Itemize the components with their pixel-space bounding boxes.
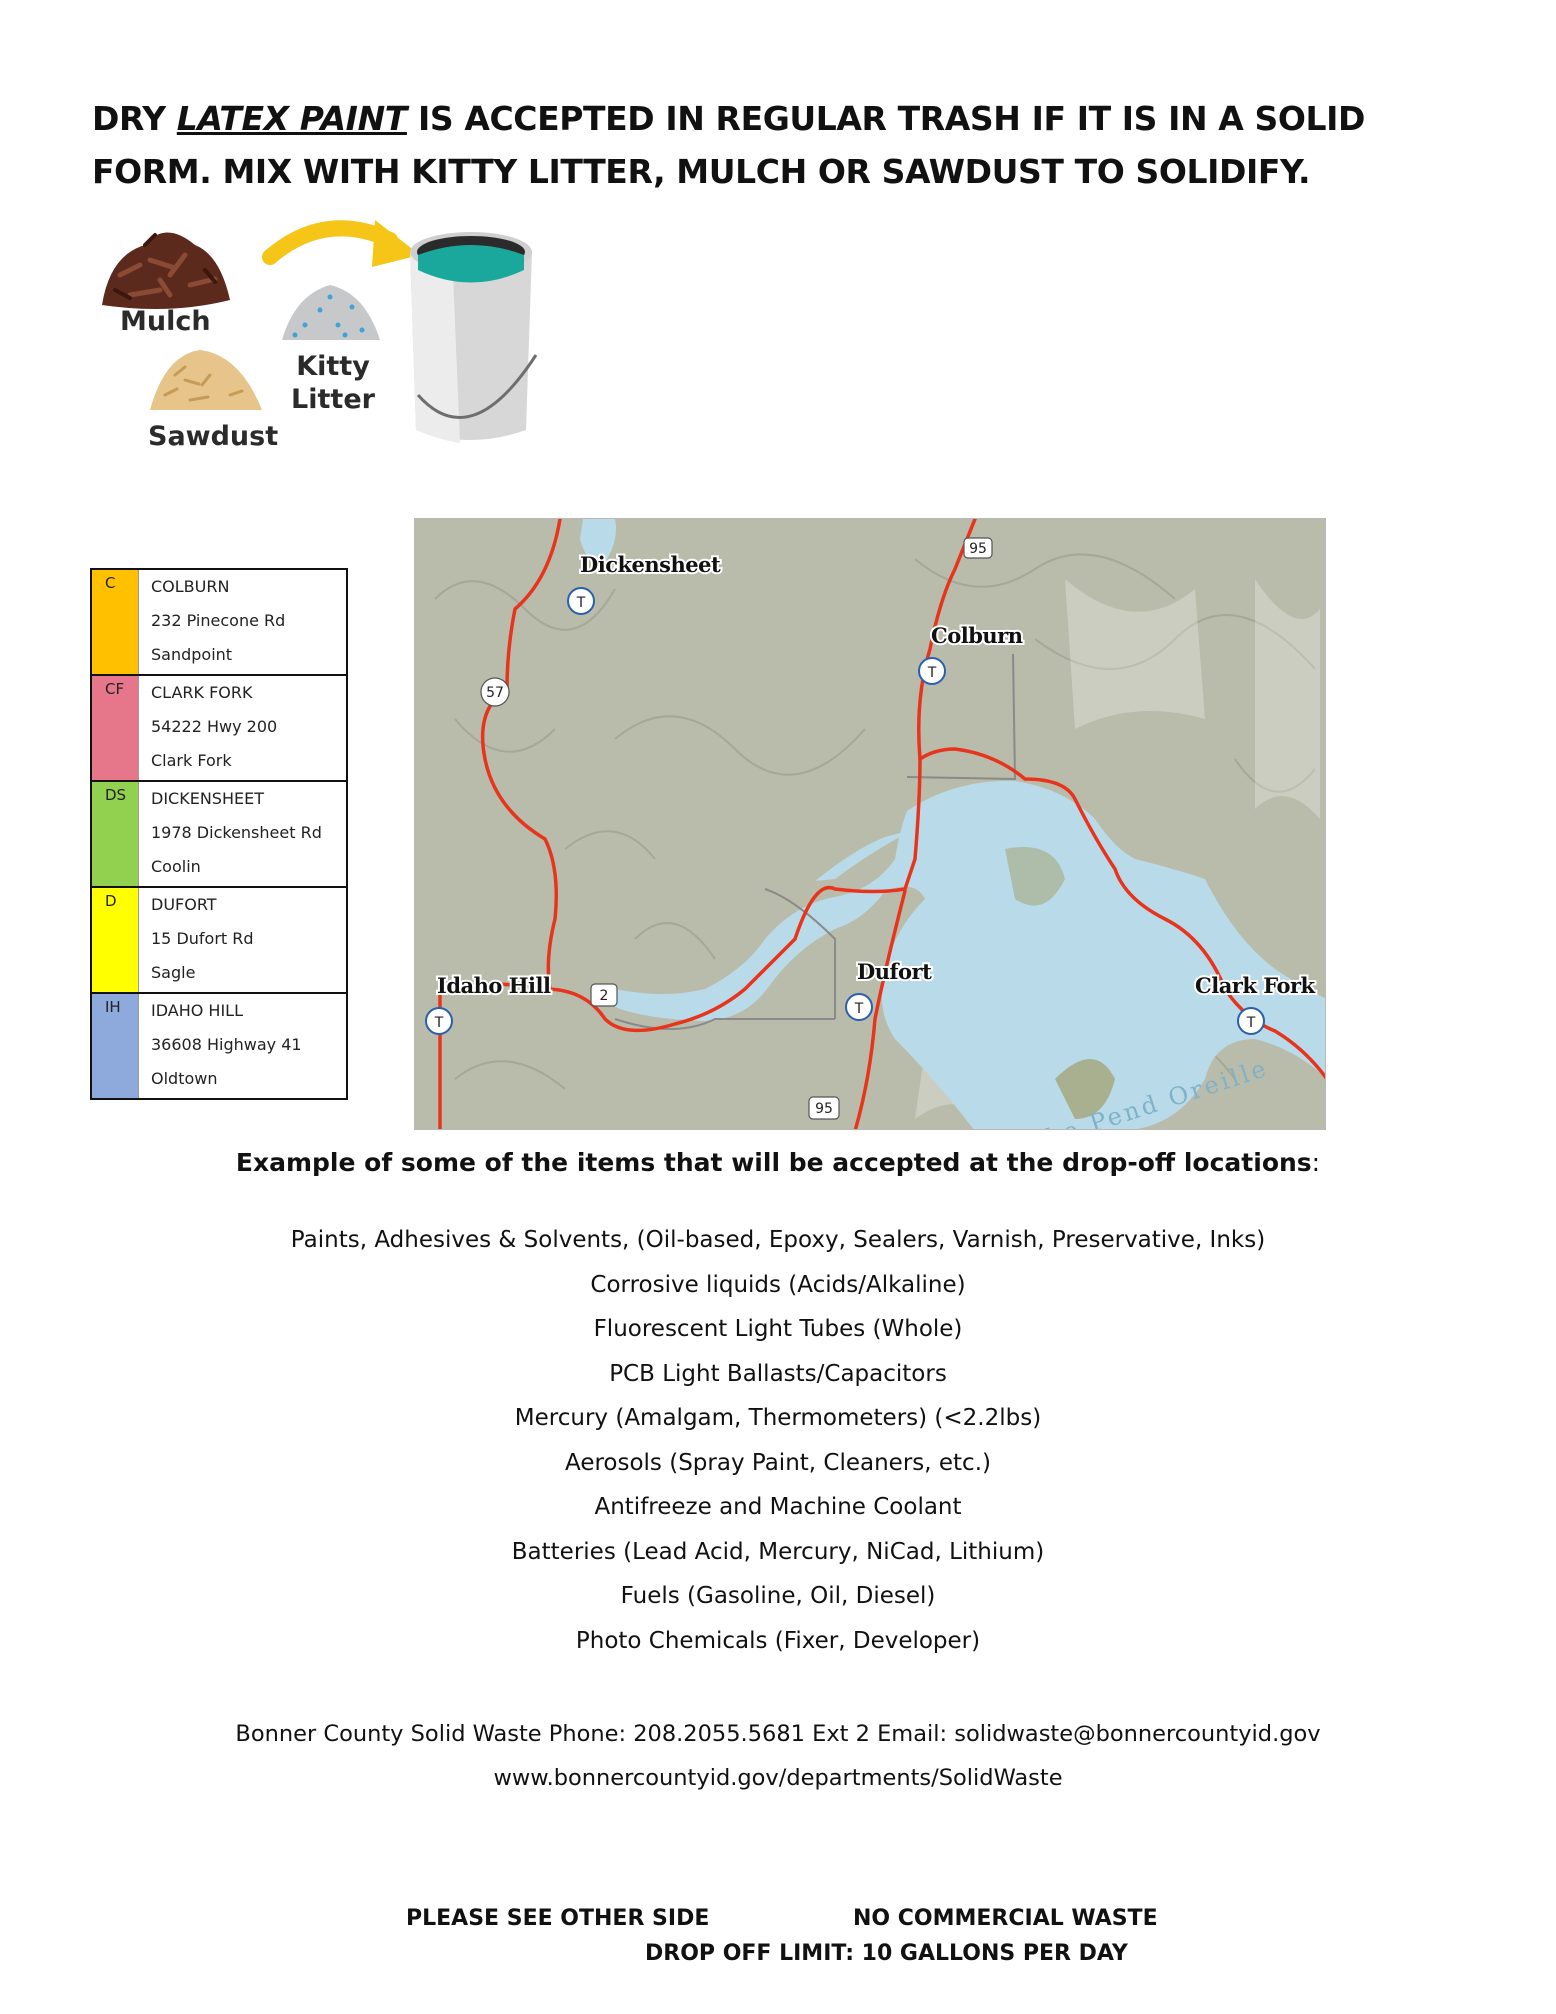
list-item: Batteries (Lead Acid, Mercury, NiCad, Lithium) xyxy=(511,1538,1045,1565)
site-legend-table xyxy=(90,568,348,1100)
legend-site-address: 232 Pinecone Rd xyxy=(151,611,286,630)
highway-shield-us95-bottom xyxy=(809,1097,839,1119)
site-label-colburn: Colburn xyxy=(931,623,1023,648)
headline xyxy=(92,92,1492,198)
legend-site-address: 15 Dufort Rd xyxy=(151,929,254,948)
legend-site-city: Sandpoint xyxy=(151,645,233,664)
legend-info xyxy=(138,888,346,992)
list-item: Photo Chemicals (Fixer, Developer) xyxy=(575,1627,981,1654)
footer-see-other-side: PLEASE SEE OTHER SIDE xyxy=(406,1906,710,1931)
marker-letter: T xyxy=(1246,1015,1256,1031)
legend-site-address: 36608 Highway 41 xyxy=(151,1035,302,1054)
shield-label: 95 xyxy=(969,541,987,557)
site-label-idaho-hill: Idaho Hill xyxy=(437,973,551,998)
kitty-litter-label-line-1: Kitty xyxy=(296,351,370,382)
list-item: Aerosols (Spray Paint, Cleaners, etc.) xyxy=(564,1449,991,1476)
legend-site-name: IDAHO HILL xyxy=(151,1001,243,1020)
legend-site-address: 1978 Dickensheet Rd xyxy=(151,823,322,842)
sawdust-icon xyxy=(150,350,262,410)
marker-letter: T xyxy=(854,1001,864,1017)
legend-site-address: 54222 Hwy 200 xyxy=(151,717,278,736)
legend-site-city: Oldtown xyxy=(151,1069,218,1088)
legend-site-name: CLARK FORK xyxy=(151,683,253,702)
headline-text-start: DRY xyxy=(92,99,177,138)
map-graphic xyxy=(415,519,1326,1130)
contact-phone-email: Bonner County Solid Waste Phone: 208.2055.5681 Ext 2 Email: solidwaste@bonnercountyid.gov xyxy=(235,1721,1321,1747)
legend-site-name: DUFORT xyxy=(151,895,217,914)
mulch-icon xyxy=(102,233,230,310)
headline-text-end: IS ACCEPTED IN REGULAR TRASH IF IT IS IN A SOLID FORM. MIX WITH KITTY LITTER, MULCH OR SAWDUST TO SOLIDIFY. xyxy=(92,99,1366,191)
legend-row xyxy=(92,780,346,886)
list-item: Antifreeze and Machine Coolant xyxy=(594,1494,962,1520)
marker-letter: T xyxy=(576,595,586,611)
marker-letter: T xyxy=(434,1015,444,1031)
contact-info xyxy=(0,1712,1556,1800)
arrow-icon xyxy=(270,220,420,267)
legend-info xyxy=(138,570,346,674)
site-label-dickensheet: Dickensheet xyxy=(580,552,721,577)
highway-shield-us2 xyxy=(591,984,617,1006)
legend-site-city: Clark Fork xyxy=(151,751,232,770)
footer-drop-off-limit: DROP OFF LIMIT: 10 GALLONS PER DAY xyxy=(645,1941,1128,1966)
footer-no-commercial: NO COMMERCIAL WASTE xyxy=(853,1906,1158,1931)
legend-code: DS xyxy=(92,782,138,886)
items-section-title xyxy=(0,1148,1556,1177)
site-label-dufort: Dufort xyxy=(857,959,932,984)
legend-site-name: COLBURN xyxy=(151,577,230,596)
shield-label: 57 xyxy=(486,685,504,701)
highway-shield-us95-top xyxy=(964,538,992,558)
solidify-illustration xyxy=(90,215,590,465)
shield-label: 2 xyxy=(599,988,609,1004)
list-item: Mercury (Amalgam, Thermometers) (<2.2lbs) xyxy=(514,1405,1042,1431)
site-label-clark-fork: Clark Fork xyxy=(1195,973,1315,998)
list-item: Fuels (Gasoline, Oil, Diesel) xyxy=(620,1583,936,1609)
list-item: Fluorescent Light Tubes (Whole) xyxy=(593,1316,963,1342)
highway-shield-sh57 xyxy=(481,678,509,706)
list-item: PCB Light Ballasts/Capacitors xyxy=(609,1360,947,1387)
sawdust-label: Sawdust xyxy=(148,421,279,452)
legend-site-city: Sagle xyxy=(151,963,196,982)
contact-website[interactable]: www.bonnercountyid.gov/departments/SolidWaste xyxy=(493,1765,1063,1791)
list-item: Paints, Adhesives & Solvents, (Oil-based, Epoxy, Sealers, Varnish, Preservative, Inks) xyxy=(290,1227,1266,1253)
mulch-label: Mulch xyxy=(120,306,211,337)
kitty-litter-label-line-2: Litter xyxy=(291,384,375,415)
kitty-litter-icon xyxy=(282,285,380,340)
kitty-litter-label xyxy=(288,350,378,416)
legend-info xyxy=(138,676,346,780)
headline-emphasis: LATEX PAINT xyxy=(176,99,407,138)
legend-site-name: DICKENSHEET xyxy=(151,789,264,808)
drop-off-map xyxy=(414,518,1326,1130)
legend-code: IH xyxy=(92,994,138,1098)
legend-code: D xyxy=(92,888,138,992)
items-title-colon: : xyxy=(1311,1148,1321,1177)
legend-site-city: Coolin xyxy=(151,857,201,876)
shield-label: 95 xyxy=(815,1101,833,1117)
legend-row xyxy=(92,674,346,780)
accepted-items-list xyxy=(0,1218,1556,1663)
legend-code: C xyxy=(92,570,138,674)
legend-info xyxy=(138,994,346,1098)
marker-letter: T xyxy=(927,665,937,681)
paint-bucket-icon xyxy=(410,232,536,443)
items-title-text: Example of some of the items that will be accepted at the drop-off locations xyxy=(235,1148,1312,1177)
list-item: Corrosive liquids (Acids/Alkaline) xyxy=(590,1271,966,1298)
legend-row xyxy=(92,570,346,674)
legend-row xyxy=(92,992,346,1098)
legend-row xyxy=(92,886,346,992)
legend-code: CF xyxy=(92,676,138,780)
legend-info xyxy=(138,782,346,886)
